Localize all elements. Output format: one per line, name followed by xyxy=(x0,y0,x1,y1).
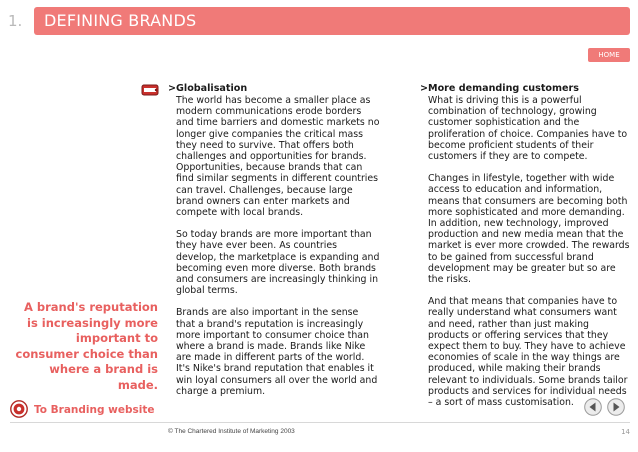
arrow-right-icon[interactable] xyxy=(607,398,625,416)
arrow-left-icon[interactable] xyxy=(584,398,602,416)
pull-quote: A brand's reputation is increasingly more important to consumer choice than where a brand is made. xyxy=(15,300,158,392)
globalisation-paragraph-3: Brands are also important in the sense that a brand's reputation is increasingly more important to consumer choice than where a brand is made. Brands like Nike are made in different parts of the world. It's Nike's brand reputation that enables it win loyal consumers all over the world and charge a premium. xyxy=(176,307,378,397)
brand-logo-icon xyxy=(10,400,28,418)
demanding-customers-section xyxy=(420,83,632,419)
tag-icon xyxy=(141,82,159,98)
footer-divider xyxy=(10,422,630,423)
demanding-customers-paragraph-3: And that means that companies have to really understand what consumers want and need, rather than just making products or offering services that they expect them to buy. They have to achieve economies of scale in the way things are produced, while making their brands relevant to individuals. Some brands tailor products and services for individual needs – a sort of mass customisation. xyxy=(428,296,628,409)
demanding-customers-paragraph-2: Changes in lifestyle, together with wide access to education and information, means that consumers are becoming both more sophisticated and more demanding. In addition, new technology, improved production and new media mean that the market is ever more crowded. The rewards to be gained from successful brand development may be greater but so are the risks. xyxy=(428,173,630,286)
page-number: 14 xyxy=(621,428,630,436)
copyright-text: © The Chartered Institute of Marketing 2003 xyxy=(168,428,295,435)
demanding-customers-paragraph-1: What is driving this is a powerful combination of technology, growing customer sophistication and the proliferation of choice. Companies have to become proficient students of their customers if they are to compete. xyxy=(428,95,628,163)
globalisation-heading: >Globalisation xyxy=(168,83,248,94)
home-button[interactable]: HOME xyxy=(588,48,630,62)
section-number: 1. xyxy=(8,12,23,30)
demanding-customers-heading: >More demanding customers xyxy=(420,83,579,94)
branding-website-link[interactable]: To Branding website xyxy=(34,404,155,416)
globalisation-section xyxy=(168,83,380,408)
page-title: DEFINING BRANDS xyxy=(44,11,197,30)
globalisation-paragraph-2: So today brands are more important than they have ever been. As countries develop, the marketplace is expanding and becoming even more diverse. Both brands and consumers are increasingly thinking in global terms. xyxy=(176,229,380,297)
globalisation-paragraph-1: The world has become a smaller place as modern communications erode borders and time barriers and domestic markets no longer give companies the critical mass they need to survive. That offers both challenges and opportunities for brands. Opportunities, because brands that can find similar segments in different countries can travel. Challenges, because large brand owners can enter markets and compete with local brands. xyxy=(176,95,380,219)
